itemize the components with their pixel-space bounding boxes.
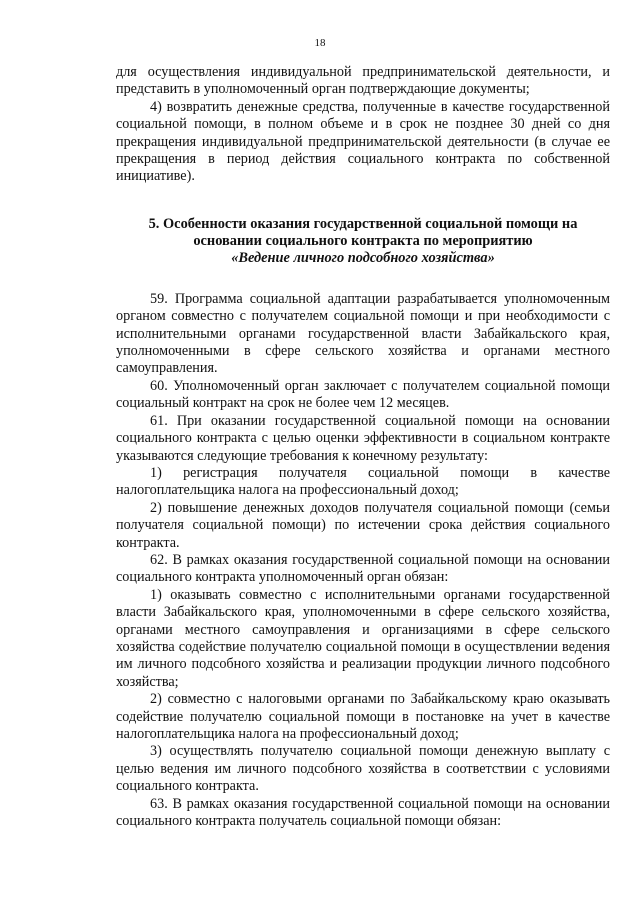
section-heading-line-1: 5. Особенности оказания государственной социальной помощи на (148, 215, 578, 232)
paragraph-60: 60. Уполномоченный орган заключает с получателем социальной помощи социальный контракт на срок не более чем 12 месяцев. (116, 377, 610, 412)
paragraph-61-item-2: 2) повышение денежных доходов получателя социальной помощи (семьи получателя социальной помощи) по истечении срока действия социального контракта. (116, 499, 610, 551)
paragraph-61-item-1: 1) регистрация получателя социальной помощи в качестве налогоплательщика налога на профессиональный доход; (116, 464, 610, 499)
paragraph-continuation: для осуществления индивидуальной предпринимательской деятельности, и представить в уполномоченный орган подтверждающие документы; (116, 64, 610, 98)
paragraph-59: 59. Программа социальной адаптации разрабатывается уполномоченным органом совместно с получателем социальной помощи и при необходимости с исполнительными органами государственной власти Забайкальского края, уполномоченными в сфере сельского хозяйства и органами местного самоуправления. (116, 290, 610, 377)
paragraph-62-item-2: 2) совместно с налоговыми органами по Забайкальскому краю оказывать содействие получателю социальной помощи в постановке на учет в качестве налогоплательщика налога на профессиональный доход; (116, 691, 610, 742)
paragraph-62-item-1: 1) оказывать совместно с исполнительными органами государственной власти Забайкальского края, уполномоченными в сфере сельского хозяйства, органами местного самоуправления и организациями в сфере сельского хозяйства содействие получателю социальной помощи в осуществлении ведения им личного подсобного хозяйства и реализации продукции личного подсобного хозяйства; (116, 586, 610, 690)
paragraph-62: 62. В рамках оказания государственной социальной помощи на основании социального контракта уполномоченный орган обязан: (116, 551, 610, 586)
section-heading (116, 216, 610, 267)
section-heading-line-2: основании социального контракта по мероприятию (193, 232, 533, 249)
document-body (116, 64, 610, 830)
paragraph-61: 61. При оказании государственной социальной помощи на основании социального контракта с целью оценки эффективности в социальном контракте указываются следующие требования к конечному результату: (116, 412, 610, 464)
page-number: 18 (314, 37, 326, 49)
paragraph-63: 63. В рамках оказания государственной социальной помощи на основании социального контракта получатель социальной помощи обязан: (116, 795, 610, 830)
section-heading-line-3: «Ведение личного подсобного хозяйства» (231, 249, 495, 266)
paragraph-62-item-3: 3) осуществлять получателю социальной помощи денежную выплату с целью ведения им личного подсобного хозяйства в соответствии с условиями социального контракта. (116, 743, 610, 795)
paragraph-item-4: 4) возвратить денежные средства, полученные в качестве государственной социальной помощи, в полном объеме и в срок не позднее 30 дней со дня прекращения индивидуальной предпринимательской деятельности (в случае ее прекращения в период действия социального контракта по собственной инициативе). (116, 98, 610, 185)
